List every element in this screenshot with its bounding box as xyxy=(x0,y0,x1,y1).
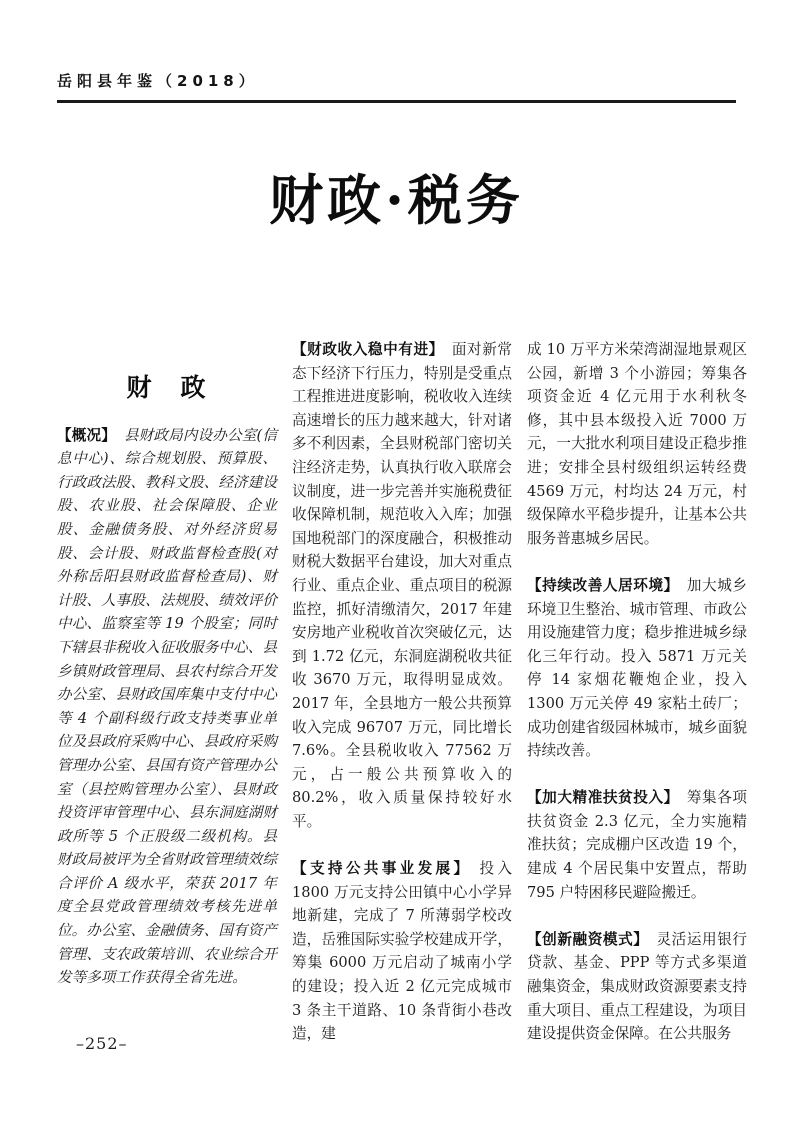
entry-text: 投入 1800 万元支持公田镇中心小学异地新建，完成了 7 所薄弱学校改造，岳雅国际实验学校建成开学，筹集 6000 万元启动了城南小学的建设；投入近 2 亿元完成城市 3 条主干道路、10 条背街小巷改造，建 xyxy=(292,860,512,1043)
entry-public-services xyxy=(292,857,512,1046)
chapter-title: 财政·税务 xyxy=(269,168,524,232)
section-heading-finance: 财 政 xyxy=(126,373,208,402)
entry-text: 面对新常态下经济下行压力，特别是受重点工程推进进度影响，税收收入连续高速增长的压力越来越大，针对诸多不利因素，全县财税部门密切关注经济走势，认真执行收入联席会议制度，进一步完善并实施税费征收保障机制，规范收入入库；加强国地税部门的深度融合，积极推动财税大数据平台建设，加大对重点行业、重点企业、重点项目的税源监控，抓好清缴清欠，2017 年建安房地产业税收首次突破亿元，达到 1.72 亿元，东洞庭湖税收共征收 3670 万元，取得明显成效。2017 年，全县地方一般公共预算收入完成 96707 万元，同比增长 7.6%。全县税收收入 77562 万元，占一般公共预算收入的 80.2%，收入质量保持较好水平。 xyxy=(292,341,512,830)
entry-tag: 【加大精准扶贫投入】 xyxy=(527,789,679,807)
entry-tag: 【创新融资模式】 xyxy=(527,930,649,948)
column-right xyxy=(527,338,747,1046)
entry-financing-model xyxy=(527,928,747,1046)
entry-tag: 【支持公共事业发展】 xyxy=(292,860,472,878)
entry-living-environment xyxy=(527,574,747,763)
entry-text: 县财政局内设办公室(信息中心)、综合规划股、预算股、行政政法股、教科文股、经济建设股、农业股、社会保障股、企业股、金融债务股、对外经济贸易股、会计股、财政监督检查股(对外称岳阳县财政监督检查局)、财计股、人事股、法规股、绩效评价中心、监察室等 19 个股室；同时下辖县非税收入征收服务中心、县乡镇财政管理局、县农村综合开发办公室、县财政国库集中支付中心等 4 个副科级行政支持类事业单位及县政府采购中心、县政府采购管理办公室、县国有资产管理办公室（县控购管理办公室）、县财政投资评审管理中心、县东洞庭湖财政所等 5 个正股级二级机构。县财政局被评为全省财政管理绩效综合评价 A 级水平，荣获 2017 年度全县党政管理绩效考核先进单位。办公室、金融债务、国有资产管理、支农政策培训、农业综合开发等多项工作获得全省先进。 xyxy=(57,426,277,987)
column-middle xyxy=(292,338,512,1046)
text-columns xyxy=(57,338,749,1046)
entry-overview xyxy=(57,424,277,990)
entry-text: 成 10 万平方米荣湾湖湿地景观区公园，新增 3 个小游园；筹集各项资金近 4 亿元用于水利秋冬修，其中县本级投入近 7000 万元，一大批水利项目建设正稳步推进；安排全县村级组织运转经费 4569 万元，村均达 24 万元，村级保障水平稳步提升，让基本公共服务普惠城乡居民。 xyxy=(527,341,747,547)
entry-public-services-continued xyxy=(527,338,747,550)
entry-text: 加大城乡环境卫生整治、城市管理、市政公用设施建管力度；稳步推进城乡绿化三年行动。投入 5871 万元关停 14 家烟花鞭炮企业，投入 1300 万元关停 49 家粘土砖厂；成功创建省级园林城市，城乡面貌持续改善。 xyxy=(527,576,747,760)
entry-tag: 【持续改善人居环境】 xyxy=(527,576,679,594)
entry-text: 灵活运用银行贷款、基金、PPP 等方式多渠道融集资金，集成财政资源要素支持重大项目、重点工程建设，为项目建设提供资金保障。在公共服务 xyxy=(527,930,747,1043)
column-left xyxy=(57,338,277,1046)
running-header xyxy=(57,70,736,103)
entry-tag: 【财政收入稳中有进】 xyxy=(292,341,444,358)
entry-text: 筹集各项扶贫资金 2.3 亿元，全力实施精准扶贫；完成棚户区改造 19 个，建成 4 个居民集中安置点，帮助 795 户特困移民避险搬迁。 xyxy=(527,789,747,901)
entry-tag: 【概况】 xyxy=(57,426,116,444)
entry-poverty-alleviation xyxy=(527,786,747,904)
page-number: –252– xyxy=(76,1034,128,1053)
running-header-text: 岳阳县年鉴（2018） xyxy=(57,72,259,90)
entry-revenue-growth xyxy=(292,338,512,833)
